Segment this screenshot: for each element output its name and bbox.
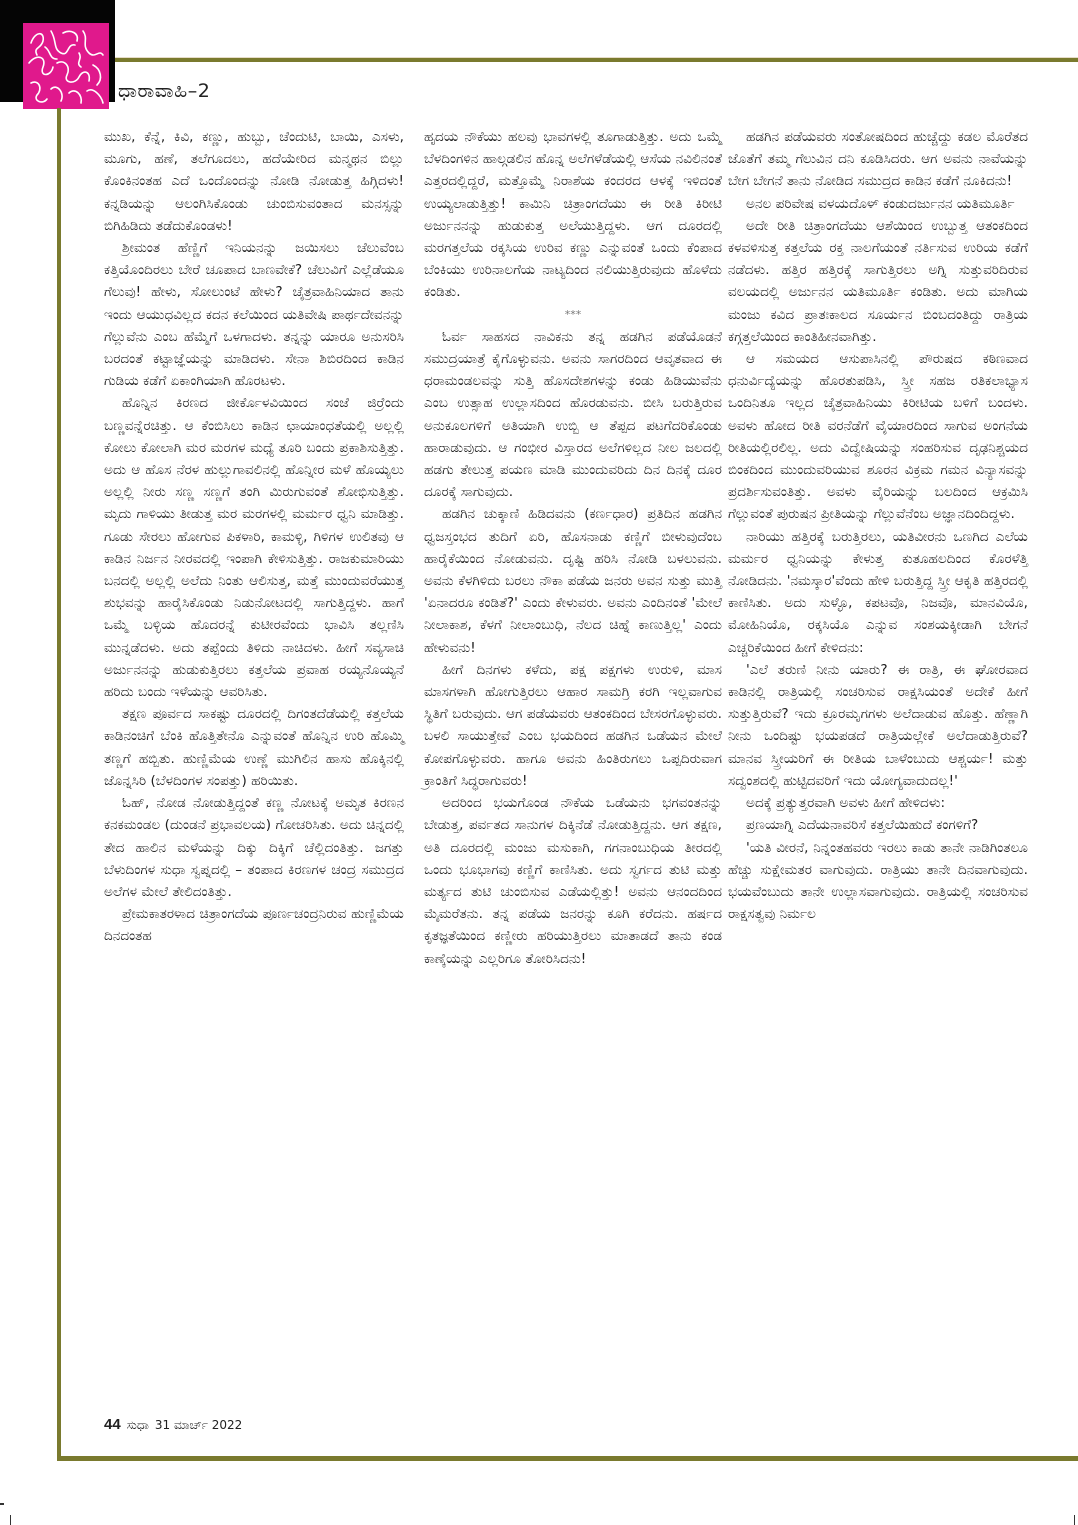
section-separator-stars: *** xyxy=(564,307,582,321)
paragraph: ಹೊನ್ನಿನ ಕಿರಣದ ಜೀರ್ಕೊಳವಿಯಿಂದ ಸಂಜೆ ಜಿರ್ರೆಂದು ಬಣ್ಣವನ್ನೆರಚಿತ್ತು. ಆ ಕೆಂಬಿಸಿಲು ಕಾಡಿನ ಛಾಯಾಂಧತೆಯಲ್ಲಿ ಅಲ್ಲಲ್ಲಿ ಕೋಲು ಕೋಲಾಗಿ ಮರ ಮರಗಳ ಮಧ್ಯೆ ತೂರಿ ಬಂದು ಪ್ರಕಾಶಿಸುತ್ತಿತ್ತು. ಅದು ಆ ಹೊಸ ನೆರಳ ಹುಲ್ಲುಗಾವಲಿನಲ್ಲಿ ಹೊನ್ನೀರ ಮಳೆ ಹೊಯ್ಯಲು ಅಲ್ಲಲ್ಲಿ ನೀರು ಸಣ್ಣ ಸಣ್ಣಗೆ ತಂಗಿ ಮಿರುಗುವಂತೆ ಶೋಭಿಸುತ್ತಿತ್ತು. ಮೃದು ಗಾಳಿಯು ತೀಡುತ್ತ ಮರ ಮರಗಳಲ್ಲಿ ಮರ್ಮರ ಧ್ವನಿ ಮಾಡಿತ್ತು. ಗೂಡು ಸೇರಲು ಹೋಗುವ ಪಿಕಳಾರಿ, ಕಾಮಳ್ಳಿ, ಗಿಳಿಗಳ ಉಲಿತವು ಆ ಕಾಡಿನ ನಿರ್ಜನ ನೀರವದಲ್ಲಿ ಇಂಪಾಗಿ ಕೇಳಿಸುತ್ತಿತ್ತು. ರಾಜಕುಮಾರಿಯು ಬನದಲ್ಲಿ ಅಲ್ಲಲ್ಲಿ ಅಲೆದು ನಿಂತು ಆಲಿಸುತ್ತ, ಮತ್ತೆ ಮುಂದುವರೆಯುತ್ತ ಶುಭವನ್ನು ಹಾರೈಸಿಕೊಂಡು ನಿಡುನೋಟದಲ್ಲಿ ಸಾಗುತ್ತಿದ್ದಳು. ಹಾಗೆ ಒಮ್ಮೆ ಬಳ್ಳಿಯ ಹೊದರನ್ನೆ ಕುಟೀರವೆಂದು ಭಾವಿಸಿ ತಲ್ಲಣಿಸಿ ಮುನ್ನಡೆದಳು. ಅದು ತಪ್ಪೆಂದು ತಿಳಿದು ನಾಚಿದಳು. ಹೀಗೆ ಸವ್ಯಸಾಚಿ ಅರ್ಜುನನನ್ನು ಹುಡುಕುತ್ತಿರಲು ಕತ್ತಲೆಯ ಪ್ರವಾಹ ರಯ್ಯನೊಯ್ಯನೆ ಹರಿದು ಬಂದು ಇಳೆಯನ್ನು ಆವರಿಸಿತು. xyxy=(104,395,404,701)
article-column-2 xyxy=(424,126,722,970)
verse-quote: ಪ್ರಣಯಾಗ್ನಿ ಎದೆಯನಾವರಿಸೆ ಕತ್ತಲೆಯಿಹುದೆ ಕಂಗಳಿಗೆ? xyxy=(746,817,979,834)
article-column-3 xyxy=(728,126,1028,925)
paragraph: ಅದರಿಂದ ಭಯಗೊಂಡ ನೌಕೆಯ ಒಡೆಯನು ಭಗವಂತನನ್ನು ಬೇಡುತ್ತ, ಪರ್ವತದ ಸಾನುಗಳ ದಿಕ್ಕಿನೆಡೆ ನೋಡುತ್ತಿದ್ದನು. ಆಗ ತಕ್ಷಣ, ಅತಿ ದೂರದಲ್ಲಿ ಮಂಜು ಮಸುಕಾಗಿ, ಗಗನಾಂಬುಧಿಯ ತೀರದಲ್ಲಿ ಒಂದು ಭೂಭಾಗವು ಕಣ್ಣಿಗೆ ಕಾಣಿಸಿತು. ಅದು ಸ್ವರ್ಗದ ತುಟಿ ಮತ್ತು ಮರ್ತ್ಯದ ತುಟಿ ಚುಂಬಿಸುವ ಎಡೆಯಲ್ಲಿತ್ತು! ಅವನು ಆನಂದದಿಂದ ಮೈಮರೆತನು. ತನ್ನ ಪಡೆಯ ಜನರನ್ನು ಕೂಗಿ ಕರೆದನು. ಹರ್ಷದ ಕೃತಜ್ಞತೆಯಿಂದ ಕಣ್ಣೀರು ಹರಿಯುತ್ತಿರಲು ಮಾತಾಡದೆ ತಾನು ಕಂಡ ಕಾಣ್ಕೆಯನ್ನು ಎಲ್ಲರಿಗೂ ತೋರಿಸಿದನು! xyxy=(424,795,722,967)
crop-mark xyxy=(0,1503,4,1505)
pink-squiggle-pattern-icon xyxy=(23,23,109,109)
paragraph: ಓರ್ವ ಸಾಹಸದ ನಾವಿಕನು ತನ್ನ ಹಡಗಿನ ಪಡೆಯೊಡನೆ ಸಮುದ್ರಯಾತ್ರೆ ಕೈಗೊಳ್ಳುವನು. ಅವನು ಸಾಗರದಿಂದ ಆವೃತವಾದ ಈ ಧರಾಮಂಡಲವನ್ನು ಸುತ್ತಿ ಹೊಸದೇಶಗಳನ್ನು ಕಂಡು ಹಿಡಿಯುವೆನು ಎಂಬ ಉತ್ಸಾಹ ಉಲ್ಲಾಸದಿಂದ ಹೊರಡುವನು. ಬೀಸಿ ಬರುತ್ತಿರುವ ಅನುಕೂಲಗಳಿಗೆ ಅತಿಯಾಗಿ ಉಬ್ಬಿ ಆ ತೆಪ್ಪದ ಪಟಗೆದರಿಕೊಂಡು ಹಾರಾಡುವುದು. ಆ ಗಂಭೀರ ವಿಸ್ತಾರದ ಅಲೆಗಳಿಲ್ಲದ ನೀಲ ಜಲದಲ್ಲಿ ಹಡಗು ತೇಲುತ್ತ ಪಯಣ ಮಾಡಿ ಮುಂದುವರಿದು ದಿನ ದಿನಕ್ಕೆ ದೂರ ದೂರಕ್ಕೆ ಸಾಗುವುದು. xyxy=(424,328,722,501)
paragraph: ಹೃದಯ ನೌಕೆಯು ಹಲವು ಭಾವಗಳಲ್ಲಿ ತೂಗಾಡುತ್ತಿತ್ತು. ಅದು ಒಮ್ಮೆ ಬೆಳದಿಂಗಳಿನ ಹಾಲ್ಗಡಲಿನ ಹೊನ್ನ ಅಲೆಗಳೆಡೆಯಲ್ಲಿ ಆಸೆಯ ನವಿಲಿನಂತೆ ಎತ್ತರದಲ್ಲಿದ್ದರೆ, ಮತ್ತೊಮ್ಮೆ ನಿರಾಶೆಯ ಕಂದರದ ಆಳಕ್ಕೆ ಇಳಿದಂತೆ ಉಯ್ಯಲಾಡುತ್ತಿತ್ತು! ಕಾಮಿನಿ ಚಿತ್ರಾಂಗದೆಯು ಈ ರೀತಿ ಕಿರೀಟಿ ಅರ್ಜುನನನ್ನು ಹುಡುಕುತ್ತ ಅಲೆಯುತ್ತಿದ್ದಳು. ಆಗ ದೂರದಲ್ಲಿ ಮರಗತ್ತಲೆಯ ರಕ್ಕಸಿಯ ಉರಿವ ಕಣ್ಣು ಎನ್ನುವಂತೆ ಒಂದು ಕೆಂಪಾದ ಬೆಂಕಿಯು ಉರಿನಾಲಗೆಯ ನಾಟ್ಯದಿಂದ ನಲಿಯುತ್ತಿರುವುದು ಹೊಳೆದು ಕಂಡಿತು. xyxy=(424,129,722,301)
paragraph: ಪ್ರೇಮಕಾತರಳಾದ ಚಿತ್ರಾಂಗದೆಯ ಪೂರ್ಣಚಂದ್ರನಿರುವ ಹುಣ್ಣಿಮೆಯ ದಿನದಂತಹ xyxy=(104,906,404,945)
paragraph: ನಾರಿಯು ಹತ್ತಿರಕ್ಕೆ ಬರುತ್ತಿರಲು, ಯತಿವೀರನು ಒಣಗಿದ ಎಲೆಯ ಮರ್ಮರ ಧ್ವನಿಯನ್ನು ಕೇಳುತ್ತ ಕುತೂಹಲದಿಂದ ಕೊರಳೆತ್ತಿ ನೋಡಿದನು. 'ನಮಸ್ಕಾರ'ವೆಂದು ಹೇಳಿ ಬರುತ್ತಿದ್ದ ಸ್ತ್ರೀ ಆಕೃತಿ ಹತ್ತಿರದಲ್ಲಿ ಕಾಣಿಸಿತು. ಅದು ಸುಳ್ಳೊ, ಕಪಟವೊ, ನಿಜವೊ, ಮಾನವಿಯೊ, ಮೋಹಿನಿಯೊ, ರಕ್ಕಸಿಯೊ ಎನ್ನುವ ಸಂಶಯಕ್ಕೀಡಾಗಿ ಬೇಗನೆ ಎಚ್ಚರಿಕೆಯಿಂದ ಹೀಗೆ ಕೇಳಿದನು: xyxy=(728,528,1028,656)
crop-mark xyxy=(10,1515,11,1525)
paragraph: ಓಹ್, ನೋಡ ನೋಡುತ್ತಿದ್ದಂತೆ ಕಣ್ಣ ನೋಟಕ್ಕೆ ಅಮೃತ ಕಿರಣನ ಕನಕಮಂಡಲ (ದುಂಡನೆ ಪ್ರಭಾವಲಯ) ಗೋಚರಿಸಿತು. ಅದು ಚಿನ್ನದಲ್ಲಿ ತೇದ ಹಾಲಿನ ಮಳೆಯನ್ನು ದಿಕ್ಕು ದಿಕ್ಕಿಗೆ ಚೆಲ್ಲಿದಂತಿತ್ತು. ಜಗತ್ತು ಬೆಳುದಿಂಗಳ ಸುಧಾ ಸ್ವಪ್ನದಲ್ಲಿ – ತಂಪಾದ ಕಿರಣಗಳ ಚಂದ್ರ ಸಮುದ್ರದ ಅಲೆಗಳ ಮೇಲೆ ತೇಲಿದಂತಿತ್ತು. xyxy=(104,795,404,900)
verse-quote: ಅನಲ ಪರಿವೇಷ ವಳಯದೊಳ್ ಕಂಡುದರ್ಜುನನ ಯತಿಮೂರ್ತಿ xyxy=(746,195,1015,212)
magazine-name: ಸುಧಾ xyxy=(126,1418,149,1432)
paragraph: ಹಡಗಿನ ಪಡೆಯವರು ಸಂತೋಷದಿಂದ ಹುಚ್ಚೆದ್ದು ಕಡಲ ಮೊರೆತದ ಜೊತೆಗೆ ತಮ್ಮ ಗೆಲುವಿನ ದನಿ ಕೂಡಿಸಿದರು. ಆಗ ಅವನು ನಾವೆಯನ್ನು ಬೇಗ ಬೇಗನೆ ತಾನು ನೋಡಿದ ಸಮುದ್ರದ ಕಾಡಿನ ಕಡೆಗೆ ನೂಕಿದನು! xyxy=(728,129,1028,190)
paragraph: ಹೀಗೆ ದಿನಗಳು ಕಳೆದು, ಪಕ್ಷ ಪಕ್ಷಗಳು ಉರುಳಿ, ಮಾಸ ಮಾಸಗಳಾಗಿ ಹೋಗುತ್ತಿರಲು ಆಹಾರ ಸಾಮಗ್ರಿ ಕರಗಿ ಇಲ್ಲವಾಗುವ ಸ್ಥಿತಿಗೆ ಬರುವುದು. ಆಗ ಪಡೆಯವರು ಆತಂಕದಿಂದ ಬೇಸರಗೊಳ್ಳುವರು. ಬಳಲಿ ಸಾಯುತ್ತೇವೆ ಎಂಬ ಭಯದಿಂದ ಹಡಗಿನ ಒಡೆಯನ ಮೇಲೆ ಕೋಪಗೊಳ್ಳುವರು. ಹಾಗೂ ಅವನು ಹಿಂತಿರುಗಲು ಒಪ್ಪದಿರುವಾಗ ಕ್ರಾಂತಿಗೆ ಸಿದ್ಧರಾಗುವರು! xyxy=(424,661,722,789)
paragraph: ಅದೇ ರೀತಿ ಚಿತ್ರಾಂಗದೆಯು ಆಶೆಯಿಂದ ಉಬ್ಬುತ್ತ ಆತಂಕದಿಂದ ಕಳವಳಿಸುತ್ತ ಕತ್ತಲೆಯ ರಕ್ತ ನಾಲಗೆಯಂತೆ ನರ್ತಿಸುವ ಉರಿಯ ಕಡೆಗೆ ನಡೆದಳು. ಹತ್ತಿರ ಹತ್ತಿರಕ್ಕೆ ಸಾಗುತ್ತಿರಲು ಅಗ್ನಿ ಸುತ್ತುವರಿದಿರುವ ವಲಯದಲ್ಲಿ ಅರ್ಜುನನ ಯತಿಮೂರ್ತಿ ಕಂಡಿತು. ಅದು ಮಾಗಿಯ ಮಂಜು ಕವಿದ ಪ್ರಾತಃಕಾಲದ ಸೂರ್ಯನ ಬಿಂಬದಂತಿದ್ದು ರಾತ್ರಿಯ ಕಗ್ಗತ್ತಲೆಯಿಂದ ಕಾಂತಿಹೀನವಾಗಿತ್ತು. xyxy=(728,217,1028,345)
bottom-border-rule xyxy=(57,1456,1078,1461)
paragraph: ಅದಕ್ಕೆ ಪ್ರತ್ಯುತ್ತರವಾಗಿ ಅವಳು ಹೀಗೆ ಹೇಳಿದಳು: xyxy=(746,795,946,812)
paragraph: ಆ ಸಮಯದ ಆಸುಪಾಸಿನಲ್ಲಿ ಪೌರುಷದ ಕಠಿಣವಾದ ಧನುರ್ವಿದ್ಯೆಯನ್ನು ಹೊರತುಪಡಿಸಿ, ಸ್ತ್ರೀ ಸಹಜ ರತಿಕಲಾಭ್ಯಾಸ ಒಂದಿನಿತೂ ಇಲ್ಲದ ಚೈತ್ರವಾಹಿನಿಯು ಕಿರೀಟಿಯ ಬಳಿಗೆ ಬಂದಳು. ಅವಳು ಹೋದ ರೀತಿ ವರನೆಡೆಗೆ ವೈಯಾರದಿಂದ ಸಾಗುವ ಅಂಗನೆಯ ರೀತಿಯಲ್ಲಿರಲಿಲ್ಲ. ಅದು ವಿದ್ವೇಷಿಯನ್ನು ಸಂಹರಿಸುವ ದೃಢನಿಶ್ಚಯದ ಬಿಂಕದಿಂದ ಮುಂದುವರಿಯುವ ಶೂರನ ವಿಕ್ರಮ ಗಮನ ವಿನ್ಯಾಸವನ್ನು ಪ್ರದರ್ಶಿಸುವಂತಿತ್ತು. ಅವಳು ವೈರಿಯನ್ನು ಬಲದಿಂದ ಆಕ್ರಮಿಸಿ ಗೆಲ್ಲುವಂತೆ ಪುರುಷನ ಪ್ರೀತಿಯನ್ನು ಗೆಲ್ಲುವೆನೆಂಬ ಅಜ್ಞಾನದಿಂದಿದ್ದಳು. xyxy=(728,351,1028,523)
paragraph: ಮುಖ, ಕೆನ್ನೆ, ಕಿವಿ, ಕಣ್ಣು, ಹುಬ್ಬು, ಚೆಂದುಟಿ, ಬಾಯಿ, ಎಸಳು, ಮೂಗು, ಹಣೆ, ತಲೆಗೂದಲು, ಹದೆಯೇರಿದ ಮನ್ಮಥನ ಬಿಲ್ಲು ಕೊಂಕಿನಂತಹ ಎದೆ ಒಂದೊಂದನ್ನು ನೋಡಿ ನೋಡುತ್ತ ಹಿಗ್ಗಿದಳು! ಕನ್ನಡಿಯನ್ನು ಆಲಂಗಿಸಿಕೊಂಡು ಚುಂಬಿಸುವಂತಾದ ಮನಸ್ಸನ್ನು ಬಿಗಿಹಿಡಿದು ತಡೆದುಕೊಂಡಳು! xyxy=(104,129,404,234)
page-footer xyxy=(104,1416,242,1433)
section-logo xyxy=(23,23,109,109)
top-border-rule xyxy=(115,57,1078,62)
paragraph: 'ಯತಿ ವೀರನೆ, ನಿನ್ನಂತಹವರು ಇರಲು ಕಾಡು ತಾನೇ ನಾಡಿಗಿಂತಲೂ ಹೆಚ್ಚು ಸುಕ್ಷೇಮತರ ವಾಗುವುದು. ರಾತ್ರಿಯು ತಾನೇ ದಿನವಾಗುವುದು. ಭಯವೆಂಬುದು ತಾನೇ ಉಲ್ಲಾಸವಾಗುವುದು. ರಾತ್ರಿಯಲ್ಲಿ ಸಂಚರಿಸುವ ರಾಕ್ಷಸತ್ವವು ನಿರ್ಮಲ xyxy=(728,839,1028,923)
paragraph: 'ಎಲೆ ತರುಣಿ ನೀನು ಯಾರು? ಈ ರಾತ್ರಿ, ಈ ಘೋರವಾದ ಕಾಡಿನಲ್ಲಿ ರಾತ್ರಿಯಲ್ಲಿ ಸಂಚರಿಸುವ ರಾಕ್ಷಸಿಯಂತೆ ಅದೇಕೆ ಹೀಗೆ ಸುತ್ತುತ್ತಿರುವೆ? ಇದು ಕ್ರೂರಮೃಗಗಳು ಅಲೆದಾಡುವ ಹೊತ್ತು. ಹೆಣ್ಣಾಗಿ ನೀನು ಒಂದಿಷ್ಟು ಭಯಪಡದೆ ರಾತ್ರಿಯಲ್ಲೇಕೆ ಅಲೆದಾಡುತ್ತಿರುವೆ? ಮಾನವ ಸ್ತ್ರೀಯರಿಗೆ ಈ ರೀತಿಯ ಬಾಳೆಂಬುದು ಆಶ್ಚರ್ಯ! ಮತ್ತು ಸದ್ವಂಶದಲ್ಲಿ ಹುಟ್ಟಿದವರಿಗೆ ಇದು ಯೋಗ್ಯವಾದುದಲ್ಲ!' xyxy=(728,661,1028,789)
paragraph: ಹಡಗಿನ ಚುಕ್ಕಾಣಿ ಹಿಡಿದವನು (ಕರ್ಣಧಾರ) ಪ್ರತಿದಿನ ಹಡಗಿನ ಧ್ವಜಸ್ತಂಭದ ತುದಿಗೆ ಏರಿ, ಹೊಸನಾಡು ಕಣ್ಣಿಗೆ ಬೀಳುವುದೆಂಬ ಹಾರೈಕೆಯಿಂದ ನೋಡುವನು. ದೃಷ್ಟಿ ಹರಿಸಿ ನೋಡಿ ಬಳಲುವನು. ಅವನು ಕೆಳಗಿಳಿದು ಬರಲು ನೌಕಾ ಪಡೆಯ ಜನರು ಅವನ ಸುತ್ತು ಮುತ್ತಿ 'ಏನಾದರೂ ಕಂಡಿತೆ?' ಎಂದು ಕೇಳುವರು. ಅವನು ಎಂದಿನಂತೆ 'ಮೇಲೆ ನೀಲಾಕಾಶ, ಕೆಳಗೆ ನೀಲಾಂಬುಧಿ, ನೆಲದ ಚಿಹ್ನೆ ಕಾಣುತ್ತಿಲ್ಲ' ಎಂದು ಹೇಳುವನು! xyxy=(424,506,722,656)
article-column-1 xyxy=(104,126,404,948)
page-number: 44 xyxy=(104,1416,121,1433)
section-title: ಧಾರಾವಾಹಿ–2 xyxy=(118,80,211,102)
crop-mark xyxy=(1074,1515,1075,1525)
issue-date: 31 ಮಾರ್ಚ್ 2022 xyxy=(154,1418,243,1432)
paragraph: ಶ್ರೀಮಂತ ಹೆಣ್ಣಿಗೆ ಇನಿಯನನ್ನು ಜಯಿಸಲು ಚೆಲುವೆಂಬ ಕತ್ತಿಯೊಂದಿರಲು ಬೇರೆ ಚೂಪಾದ ಬಾಣವೇಕೆ? ಚೆಲುವಿಗೆ ಎಲ್ಲೆಡೆಯೂ ಗೆಲುವು! ಹೇಳು, ಸೋಲುಂಟೆ ಹೇಳು? ಚೈತ್ರವಾಹಿನಿಯಾದ ತಾನು ಇಂದು ಆಯುಧವಿಲ್ಲದ ಕದನ ಕಲೆಯಿಂದ ಯತಿವೇಷಿ ಪಾರ್ಥದೇವನನ್ನು ಗೆಲ್ಲುವೆನು ಎಂಬ ಹೆಮ್ಮೆಗೆ ಒಳಗಾದಳು. ತನ್ನನ್ನು ಯಾರೂ ಅನುಸರಿಸಿ ಬರದಂತೆ ಕಟ್ಟಾಜ್ಞೆಯನ್ನು ಮಾಡಿದಳು. ಸೇನಾ ಶಿಬಿರದಿಂದ ಕಾಡಿನ ಗುಡಿಯ ಕಡೆಗೆ ಏಕಾಂಗಿಯಾಗಿ ಹೊರಟಳು. xyxy=(104,240,404,390)
left-border-rule xyxy=(57,108,61,1460)
paragraph: ತಕ್ಷಣ ಪೂರ್ವದ ಸಾಕಷ್ಟು ದೂರದಲ್ಲಿ ದಿಗಂತದೆಡೆಯಲ್ಲಿ ಕತ್ತಲೆಯ ಕಾಡಿನಂಚಿಗೆ ಬೆಂಕಿ ಹೊತ್ತಿತೇನೊ ಎನ್ನುವಂತೆ ಹೊನ್ನಿನ ಉರಿ ಹೊಮ್ಮಿ ತಣ್ಣಗೆ ಹಬ್ಬಿತು. ಹುಣ್ಣಿಮೆಯ ಉಣ್ಣೆ ಮುಗಿಲಿನ ಹಾಸು ಹೊಕ್ಕಿನಲ್ಲಿ ಜೊನ್ನಸಿರಿ (ಬೆಳದಿಂಗಳ ಸಂಪತ್ತು) ಹರಿಯಿತು. xyxy=(104,706,404,789)
